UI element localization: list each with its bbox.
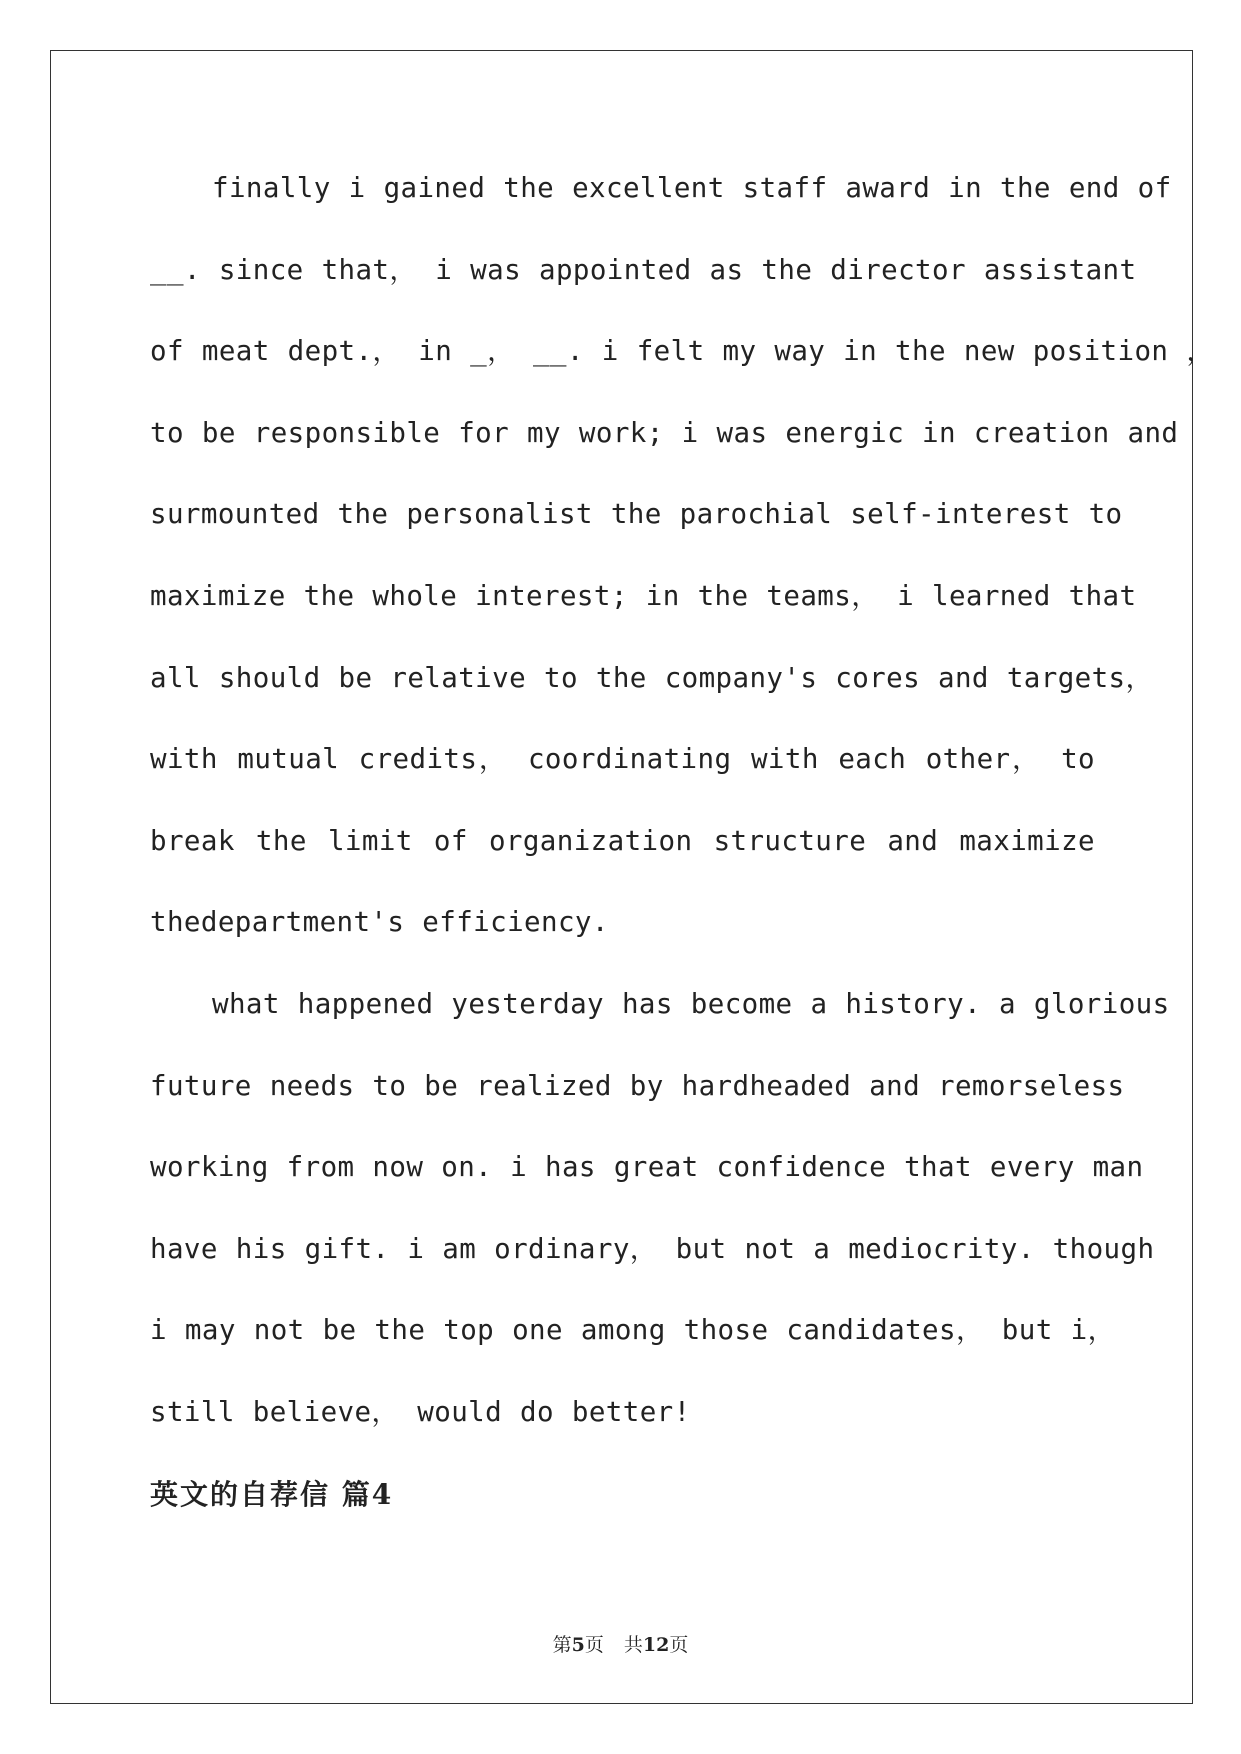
section-heading: 英文的自荐信 篇4 <box>150 1477 394 1511</box>
footer-page-suffix: 页 <box>584 1634 604 1656</box>
text-line: surmounted the personalist the parochial self-interest to <box>150 498 1123 531</box>
text-line: finally i gained the excellent staff award in the end of <box>212 172 1172 204</box>
paragraph-2 <box>150 964 1170 1454</box>
document-body <box>150 148 1215 1535</box>
footer-page-number: 5 <box>571 1634 585 1656</box>
footer-prefix: 第 <box>552 1634 572 1656</box>
text-line: thedepartment's efficiency. <box>150 906 609 939</box>
text-line: still believe， would do better! <box>150 1395 691 1428</box>
text-line: i may not be the top one among those candidates， but i， <box>150 1314 1116 1347</box>
paragraph-1 <box>150 148 1215 964</box>
text-line: working from now on. i has great confidence that every man <box>150 1151 1144 1184</box>
text-line: __. since that， i was appointed as the director assistant <box>150 253 1137 286</box>
text-line: what happened yesterday has become a history. a glorious <box>212 987 1170 1020</box>
text-line: future needs to be realized by hardheaded and remorseless <box>150 1069 1125 1102</box>
text-line: to be responsible for my work; i was energic in creation and <box>150 416 1179 449</box>
footer-total-prefix: 共 <box>623 1634 643 1656</box>
text-line: break the limit of organization structure and maximize <box>150 824 1095 857</box>
text-line: have his gift. i am ordinary， but not a mediocrity. though <box>150 1232 1155 1265</box>
text-line: of meat dept.， in _， __. i felt my way in the new position ， <box>150 335 1215 368</box>
text-line: maximize the whole interest; in the teams， i learned that <box>150 579 1137 612</box>
footer-total-suffix: 页 <box>669 1634 689 1656</box>
text-line: all should be relative to the company's cores and targets， <box>150 661 1154 694</box>
footer-total-pages: 12 <box>642 1634 670 1656</box>
page-footer <box>0 1630 1241 1657</box>
text-line: with mutual credits， coordinating with each other， to <box>150 743 1095 776</box>
